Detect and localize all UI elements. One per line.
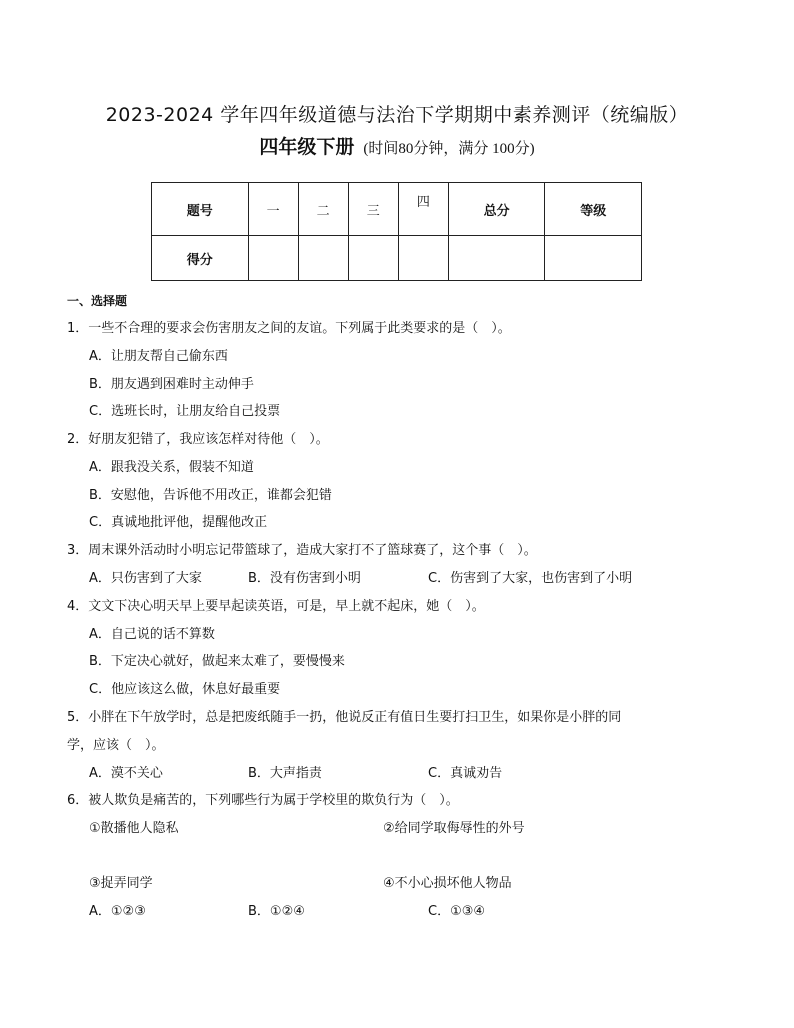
score-value-row <box>152 236 642 281</box>
q3-option-b: B．没有伤害到小明 <box>248 571 361 586</box>
q4-option-a: A．自己说的话不算数 <box>89 627 215 642</box>
header-cell-number: 题号 <box>152 183 249 236</box>
score-table <box>151 182 642 281</box>
q6-option-a: A．①②③ <box>89 904 146 919</box>
question-3: 3．周末课外活动时小明忘记带篮球了，造成大家打不了篮球赛了，这个事（ ）。 <box>67 543 537 558</box>
q6-item-2: ②给同学取侮辱性的外号 <box>383 821 525 836</box>
q5-option-a: A．漠不关心 <box>89 766 163 781</box>
q2-option-c: C．真诚地批评他，提醒他改正 <box>89 515 268 530</box>
subtitle-note: (时间80分钟，满分 100分) <box>363 141 535 157</box>
q5-option-c: C．真诚劝告 <box>428 766 503 781</box>
header-cell-total: 总分 <box>448 183 545 236</box>
q6-option-c: C．①③④ <box>428 904 486 919</box>
q3-option-c: C．伤害到了大家，也伤害到了小明 <box>428 571 633 586</box>
question-1: 1．一些不合理的要求会伤害朋友之间的友谊。下列属于此类要求的是（ ）。 <box>67 321 511 336</box>
q1-option-a: A．让朋友帮自己偷东西 <box>89 349 228 364</box>
score-cell[interactable] <box>248 236 298 281</box>
q1-option-c: C．选班长时，让朋友给自己投票 <box>89 404 281 419</box>
page-title: 2023-2024 学年四年级道德与法治下学期期中素养测评（统编版） <box>105 104 689 126</box>
question-4: 4．文文下决心明天早上要早起读英语，可是，早上就不起床，她（ ）。 <box>67 599 485 614</box>
q6-item-3: ③捉弄同学 <box>89 876 153 891</box>
page-subtitle <box>0 132 794 159</box>
q4-option-b: B．下定决心就好，做起来太难了，要慢慢来 <box>89 654 345 669</box>
subtitle-main: 四年级下册 <box>259 136 355 158</box>
header-cell-1: 一 <box>248 183 298 236</box>
score-header-row <box>152 183 642 236</box>
header-cell-3: 三 <box>348 183 398 236</box>
header-cell-grade: 等级 <box>545 183 642 236</box>
q1-option-b: B．朋友遇到困难时主动伸手 <box>89 377 254 392</box>
question-6: 6．被人欺负是痛苦的，下列哪些行为属于学校里的欺负行为（ ）。 <box>67 793 459 808</box>
q3-option-a: A．只伤害到了大家 <box>89 571 202 586</box>
score-cell[interactable] <box>398 236 448 281</box>
header-cell-2: 二 <box>298 183 348 236</box>
q6-option-b: B．①②④ <box>248 904 305 919</box>
header-cell-4: 四 <box>398 183 448 236</box>
q4-option-c: C．他应该这么做，休息好最重要 <box>89 682 281 697</box>
q6-item-4: ④不小心损坏他人物品 <box>383 876 512 891</box>
q2-option-a: A．跟我没关系，假装不知道 <box>89 460 254 475</box>
score-cell[interactable] <box>545 236 642 281</box>
q6-item-1: ①散播他人隐私 <box>89 821 179 836</box>
score-cell[interactable] <box>298 236 348 281</box>
question-2: 2．好朋友犯错了，我应该怎样对待他（ ）。 <box>67 432 329 447</box>
q2-option-b: B．安慰他，告诉他不用改正，谁都会犯错 <box>89 488 332 503</box>
score-cell[interactable] <box>348 236 398 281</box>
question-5: 5．小胖在下午放学时，总是把废纸随手一扔，他说反正有值日生要打扫卫生，如果你是小胖的同 <box>67 710 622 725</box>
score-cell[interactable] <box>448 236 545 281</box>
section-title: 一、选择题 <box>67 294 128 308</box>
score-row-label: 得分 <box>152 236 249 281</box>
q5-option-b: B．大声指责 <box>248 766 322 781</box>
question-5-continued: 学，应该（ ）。 <box>67 738 165 753</box>
